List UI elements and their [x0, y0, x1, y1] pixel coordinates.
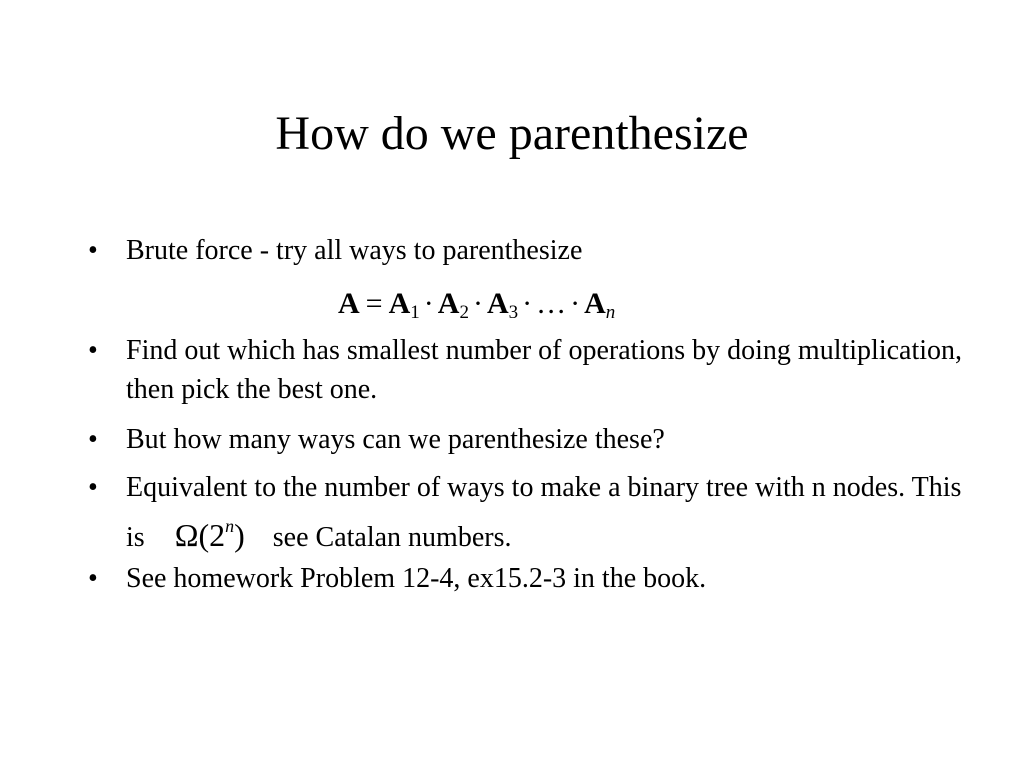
equation-cdot: ·	[472, 287, 483, 320]
equation-matrix: A	[437, 287, 460, 320]
equation-cdot: ·	[522, 287, 533, 320]
formula-close: )	[234, 517, 245, 553]
formula-exponent: n	[225, 516, 235, 536]
bullet-item	[88, 420, 968, 459]
equation-matrix: A	[486, 287, 509, 320]
equation-lhs: A	[338, 287, 360, 320]
equation-matrix: A	[388, 287, 411, 320]
equation-subscript: 3	[508, 302, 519, 323]
equation-equals: =	[365, 287, 383, 320]
equation-subscript: 1	[410, 302, 420, 323]
bullet-text: See homework Problem 12-4, ex15.2-3 in the book.	[126, 563, 707, 594]
bullet-item	[88, 331, 968, 409]
equation-subscript: 2	[459, 302, 469, 323]
equation-subscript: n	[605, 302, 616, 323]
bullet-text: But how many ways can we parenthesize these?	[126, 424, 665, 455]
equation-cdot: ·	[570, 287, 581, 320]
equation-ellipsis: …	[536, 287, 567, 320]
equation-matrix: A	[584, 287, 606, 320]
formula-base: Ω(2	[174, 517, 226, 553]
omega-formula	[145, 507, 273, 555]
bullet-icon: •	[88, 235, 98, 266]
bullet-item	[88, 231, 968, 270]
bullet-item	[88, 468, 968, 557]
bullet-text-with-formula	[126, 468, 968, 557]
bullet-text: Equivalent to the number of ways to make a binary tree with n nodes. This is	[126, 472, 962, 553]
bullet-text: Find out which has smallest number of operations by doing multiplication, then pick the best one.	[126, 335, 963, 405]
bullet-icon: •	[88, 563, 98, 594]
matrix-product-equation	[338, 284, 615, 333]
bullet-text: Brute force - try all ways to parenthesize	[126, 235, 583, 266]
equation-cdot: ·	[423, 287, 434, 320]
bullet-icon: •	[88, 424, 98, 455]
bullet-icon: •	[88, 472, 98, 503]
bullet-item	[88, 559, 968, 598]
bullet-text: see Catalan numbers.	[272, 522, 512, 553]
slide-title: How do we parenthesize	[275, 107, 749, 160]
bullet-icon: •	[88, 335, 98, 366]
